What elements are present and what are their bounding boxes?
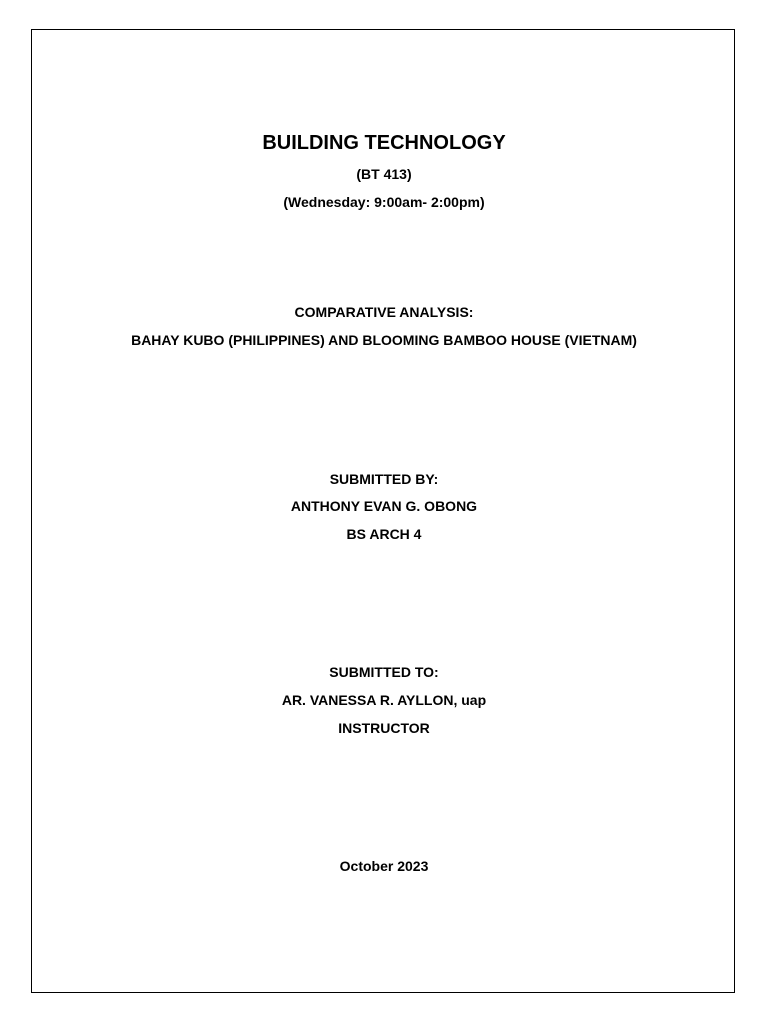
submitted-to-name: AR. VANESSA R. AYLLON, uap: [281, 692, 487, 708]
course-code: (BT 413): [356, 166, 412, 182]
submitted-to-role: INSTRUCTOR: [338, 720, 430, 736]
submitted-by-name: ANTHONY EVAN G. OBONG: [290, 498, 478, 514]
submitted-by-program: BS ARCH 4: [346, 526, 422, 542]
submitted-by-label: SUBMITTED BY:: [329, 471, 439, 487]
topic-heading: COMPARATIVE ANALYSIS:: [294, 304, 474, 320]
submission-date: October 2023: [339, 858, 429, 874]
topic-subject: BAHAY KUBO (PHILIPPINES) AND BLOOMING BAMBOO HOUSE (VIETNAM): [131, 332, 637, 348]
submitted-to-label: SUBMITTED TO:: [329, 664, 439, 680]
document-title: BUILDING TECHNOLOGY: [262, 132, 506, 154]
class-schedule: (Wednesday: 9:00am- 2:00pm): [283, 194, 485, 210]
